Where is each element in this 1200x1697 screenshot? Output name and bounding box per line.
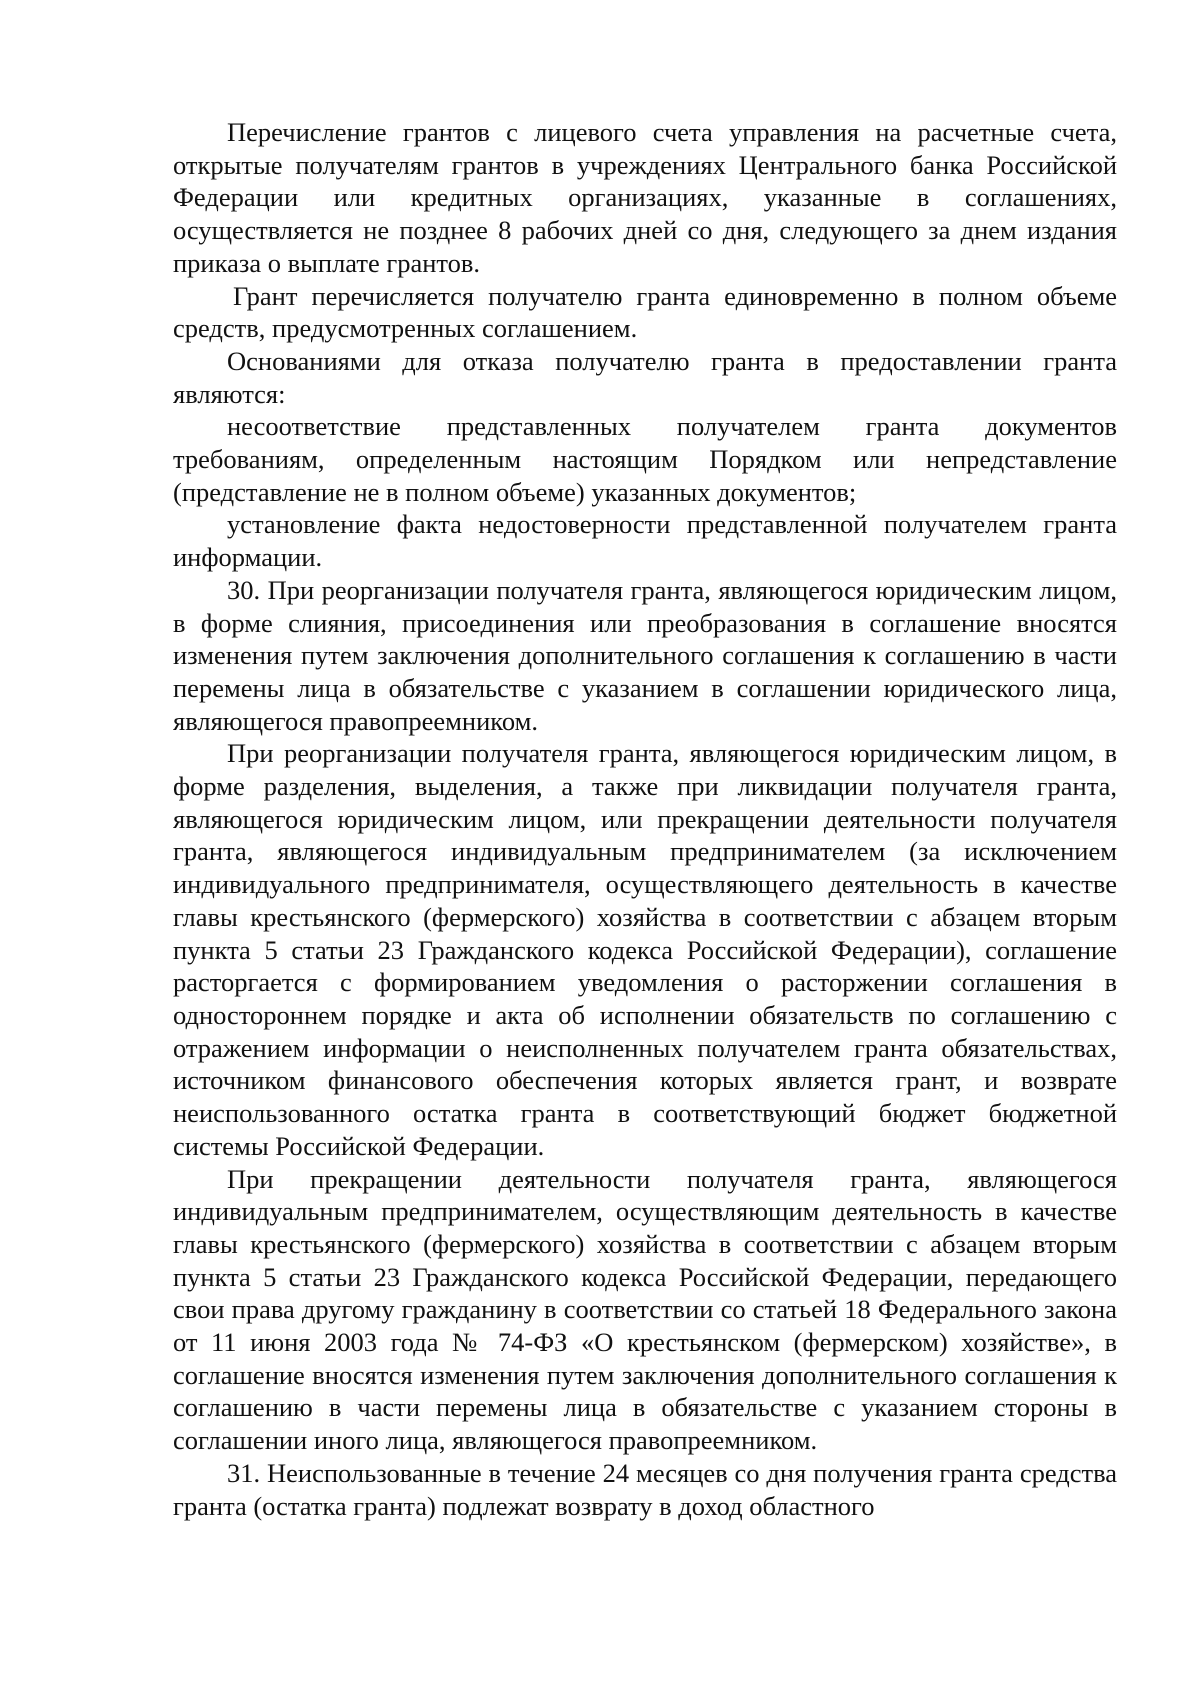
paragraph-reorganization: При реорганизации получателя гранта, являющегося юридическим лицом, в форме разделения, выделения, а также при ликвидации получателя гранта, являющегося юридическим лицом, или прекращении деятельности получателя гранта, являющегося индивидуальным предпринимателем (за исключением индивидуального предпринимателя, осуществляющего деятельность в качестве главы крестьянского (фермерского) хозяйства в соответствии с абзацем вторым пункта 5 статьи 23 Гражданского кодекса Российской Федерации), соглашение расторгается с формированием уведомления о расторжении соглашения в одностороннем порядке и акта об исполнении обязательств по соглашению с отражением информации о неисполненных получателем гранта обязательствах, источником финансового обеспечения которых является грант, и возврате неиспользованного остатка гранта в соответствующий бюджет бюджетной системы Российской Федерации. <box>173 738 1117 1161</box>
paragraph-false-information: установление факта недостоверности представленной получателем гранта информации. <box>173 509 1117 573</box>
paragraph-lump-sum: Грант перечисляется получателю гранта единовременно в полном объеме средств, предусмотренных соглашением. <box>173 280 1117 344</box>
paragraph-document-mismatch: несоответствие представленных получателем гранта документов требованиям, определенным настоящим Порядком или непредставление (представление не в полном объеме) указанных документов; <box>173 411 1117 507</box>
document-body <box>173 116 1117 1522</box>
paragraph-refusal-grounds: Основаниями для отказа получателю гранта в предоставлении гранта являются: <box>173 345 1117 409</box>
paragraph-grant-transfer: Перечисление грантов с лицевого счета управления на расчетные счета, открытые получателям грантов в учреждениях Центрального банка Российской Федерации или кредитных организациях, указанные в соглашениях, осуществляется не позднее 8 рабочих дней со дня, следующего за днем издания приказа о выплате грантов. <box>173 117 1117 278</box>
paragraph-termination: При прекращении деятельности получателя гранта, являющегося индивидуальным предпринимателем, осуществляющим деятельность в качестве главы крестьянского (фермерского) хозяйства в соответствии с абзацем вторым пункта 5 статьи 23 Гражданского кодекса Российской Федерации, передающего свои права другому гражданину в соответствии со статьей 18 Федерального закона от 11 июня 2003 года № 74-ФЗ «О крестьянском (фермерском) хозяйстве», в соглашение вносятся изменения путем заключения дополнительного соглашения к соглашению в части перемены лица в обязательстве с указанием стороны в соглашении иного лица, являющегося правопреемником. <box>173 1163 1117 1456</box>
paragraph-clause-30: 30. При реорганизации получателя гранта, являющегося юридическим лицом, в форме слияния, присоединения или преобразования в соглашение вносятся изменения путем заключения дополнительного соглашения к соглашению в части перемены лица в обязательстве с указанием в соглашении юридического лица, являющегося правопреемником. <box>173 574 1117 736</box>
paragraph-clause-31: 31. Неиспользованные в течение 24 месяцев со дня получения гранта средства гранта (остатка гранта) подлежат возврату в доход областного <box>173 1457 1117 1521</box>
